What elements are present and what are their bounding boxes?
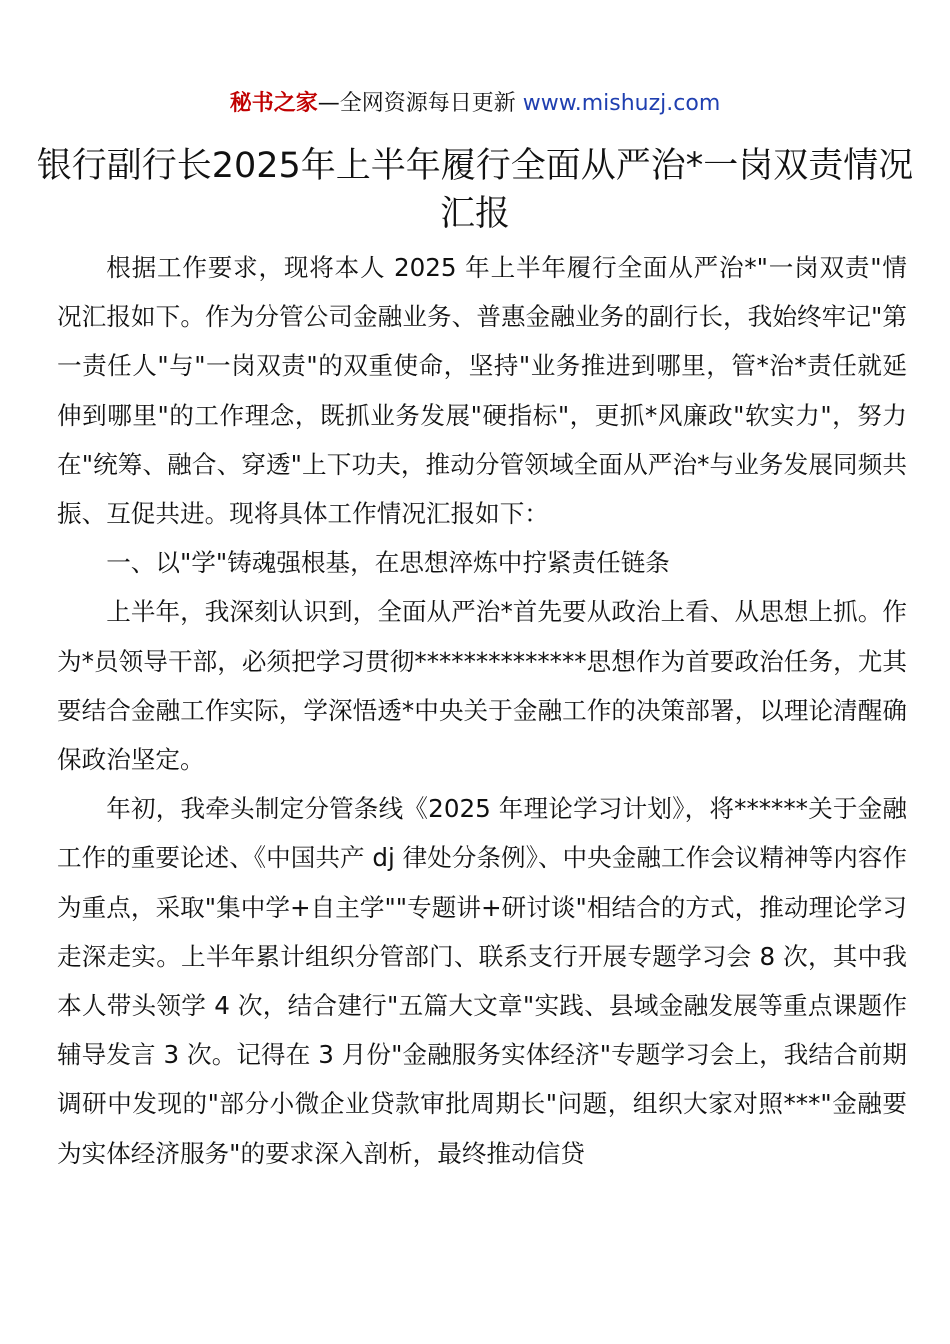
document-body — [57, 243, 907, 1178]
header-dash: — — [317, 91, 340, 116]
section-heading: 一、以"学"铸魂强根基，在思想淬炼中拧紧责任链条 — [106, 548, 670, 578]
body-paragraph: 年初，我牵头制定分管条线《2025 年理论学习计划》，将******关于金融工作的重要论述、《中国共产 dj 律处分条例》、中央金融工作会议精神等内容作为重点，采取"集中学+自主学""专题讲+研讨谈"相结合的方式，推动理论学习走深走实。上半年累计组织分管部门、联系支行开展专题学习会 8 次，其中我本人带头领学 4 次，结合建行"五篇大文章"实践、县域金融发展等重点课题作辅导发言 3 次。记得在 3 月份"金融服务实体经济"专题学习会上，我结合前期调研中发现的"部分小微企业贷款审批周期长"问题，组织大家对照***"金融要为实体经济服务"的要求深入剖析，最终推动信贷 — [57, 794, 907, 1168]
document-title: 银行副行长2025年上半年履行全面从严治*一岗双责情况汇报 — [36, 146, 914, 234]
body-paragraph: 上半年，我深刻认识到，全面从严治*首先要从政治上看、从思想上抓。作为*员领导干部，必须把学习贯彻**************思想作为首要政治任务，尤其要结合金融工作实际，学深悟透*中央关于金融工作的决策部署，以理论清醒确保政治坚定。 — [57, 597, 907, 775]
intro-paragraph: 根据工作要求，现将本人 2025 年上半年履行全面从严治*"一岗双责"情况汇报如下。作为分管公司金融业务、普惠金融业务的副行长，我始终牢记"第一责任人"与"一岗双责"的双重使命，坚持"业务推进到哪里，管*治*责任就延伸到哪里"的工作理念，既抓业务发展"硬指标"，更抓*风廉政"软实力"，努力在"统筹、融合、穿透"上下功夫，推动分管领域全面从严治*与业务发展同频共振、互促共进。现将具体工作情况汇报如下： — [57, 253, 907, 529]
site-header — [0, 88, 950, 120]
site-url-link[interactable]: www.mishuzj.com — [522, 91, 721, 116]
brand-name: 秘书之家 — [229, 91, 318, 116]
header-tagline: 全网资源每日更新 — [339, 91, 516, 116]
